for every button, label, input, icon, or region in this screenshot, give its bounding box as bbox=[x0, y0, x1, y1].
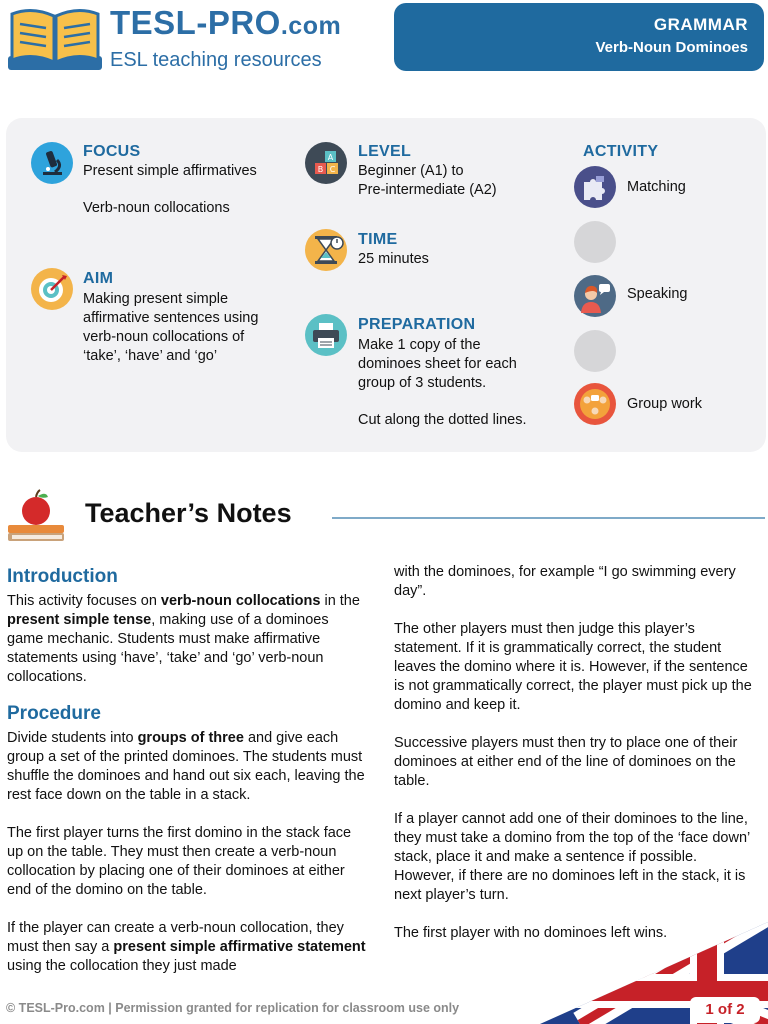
svg-text:C: C bbox=[329, 165, 336, 174]
lesson-header bbox=[394, 3, 764, 71]
introduction-paragraph: This activity focuses on verb-noun collocations in the present simple tense, making use of a dominoes game mechanic. Students must make affirmative statements using ‘have’, ‘take’ and ‘go’ verb-noun collocations. bbox=[7, 593, 360, 685]
procedure-paragraph-6: Successive players must then try to place one of their dominoes at either end of the line of dominoes on the table. bbox=[394, 735, 738, 789]
microscope-icon bbox=[31, 142, 73, 184]
lesson-category: GRAMMAR bbox=[653, 15, 748, 34]
procedure-paragraph-2: The first player turns the first domino in the stack face up on the table. They must then create a verb-noun collocation by placing one of their dominoes at either end of the domino on the table. bbox=[7, 825, 352, 898]
svg-text:B: B bbox=[317, 165, 324, 174]
aim-line-1: Making present simple bbox=[83, 291, 229, 307]
puzzle-icon bbox=[574, 166, 616, 208]
preparation-line-1: Make 1 copy of the bbox=[358, 337, 481, 353]
aim-line-3: verb-noun collocations of bbox=[83, 329, 245, 345]
open-book-icon bbox=[8, 6, 102, 72]
procedure-paragraph-1: Divide students into groups of three and give each group a set of the printed dominoes. The students must shuffle the dominoes and hand out six each, leaving the rest face down on the table in a stack. bbox=[7, 730, 365, 803]
aim-line-2: affirmative sentences using bbox=[83, 310, 259, 326]
target-icon bbox=[31, 268, 73, 310]
procedure-paragraph-5: The other players must then judge this player’s statement. If it is grammatically correct, the student leaves the domino where it is. However, if the sentence is not grammatically correct, the player must pick up the domino and keep it. bbox=[394, 621, 752, 713]
focus-line-2: Verb-noun collocations bbox=[83, 200, 230, 216]
procedure-paragraph-7: If a player cannot add one of their dominoes to the line, they must take a domino from the top of the ‘face down’ stack, place it and make a sentence if possible. However, if there are no dominoes left in the stack, it is next player’s turn. bbox=[394, 811, 750, 903]
apple-books-icon bbox=[6, 487, 66, 545]
svg-text:A: A bbox=[327, 153, 334, 162]
procedure-paragraph-3: If the player can create a verb-noun collocation, they must then say a present simple affirmative statement using the collocation they just made bbox=[7, 920, 366, 974]
divider-line bbox=[332, 517, 765, 519]
focus-line-1: Present simple affirmatives bbox=[83, 163, 257, 179]
activity-speaking: Speaking bbox=[627, 286, 688, 302]
speaking-icon bbox=[574, 275, 616, 317]
preparation-line-2: dominoes sheet for each bbox=[358, 356, 517, 372]
notes-left-column bbox=[7, 565, 367, 995]
group-work-icon bbox=[574, 383, 616, 425]
preparation-title: PREPARATION bbox=[358, 316, 476, 333]
time-title: TIME bbox=[358, 231, 398, 248]
procedure-paragraph-4: with the dominoes, for example “I go swimming every day”. bbox=[394, 564, 736, 599]
activity-matching: Matching bbox=[627, 179, 686, 195]
brand-title: TESL-PRO.com bbox=[110, 4, 342, 41]
preparation-line-3: group of 3 students. bbox=[358, 375, 487, 391]
level-line-1: Beginner (A1) to bbox=[358, 163, 464, 179]
introduction-heading: Introduction bbox=[7, 566, 118, 587]
level-line-2: Pre-intermediate (A2) bbox=[358, 182, 497, 198]
focus-title: FOCUS bbox=[83, 143, 141, 160]
activity-title: ACTIVITY bbox=[583, 143, 659, 160]
aim-line-4: ‘take’, ‘have’ and ‘go’ bbox=[83, 348, 218, 364]
procedure-heading: Procedure bbox=[7, 703, 101, 724]
notes-right-column bbox=[394, 563, 760, 962]
blank-activity-icon bbox=[574, 330, 616, 372]
activity-group-work: Group work bbox=[627, 396, 702, 412]
preparation-note: Cut along the dotted lines. bbox=[358, 412, 527, 428]
blank-activity-icon bbox=[574, 221, 616, 263]
time-value: 25 minutes bbox=[358, 251, 429, 267]
hourglass-icon bbox=[305, 229, 347, 271]
copyright-footer: © TESL-Pro.com | Permission granted for replication for classroom use only bbox=[6, 1001, 460, 1015]
lesson-title: Verb-Noun Dominoes bbox=[595, 39, 748, 56]
aim-title: AIM bbox=[83, 270, 114, 287]
abc-blocks-icon bbox=[305, 142, 347, 184]
printer-icon bbox=[305, 314, 347, 356]
brand-logo bbox=[6, 4, 346, 74]
level-title: LEVEL bbox=[358, 143, 412, 160]
teachers-notes-title: Teacher’s Notes bbox=[85, 498, 292, 528]
page-number: 1 of 2 bbox=[690, 997, 760, 1023]
brand-subtitle: ESL teaching resources bbox=[110, 49, 322, 71]
procedure-paragraph-8: The first player with no dominoes left wins. bbox=[394, 925, 668, 941]
